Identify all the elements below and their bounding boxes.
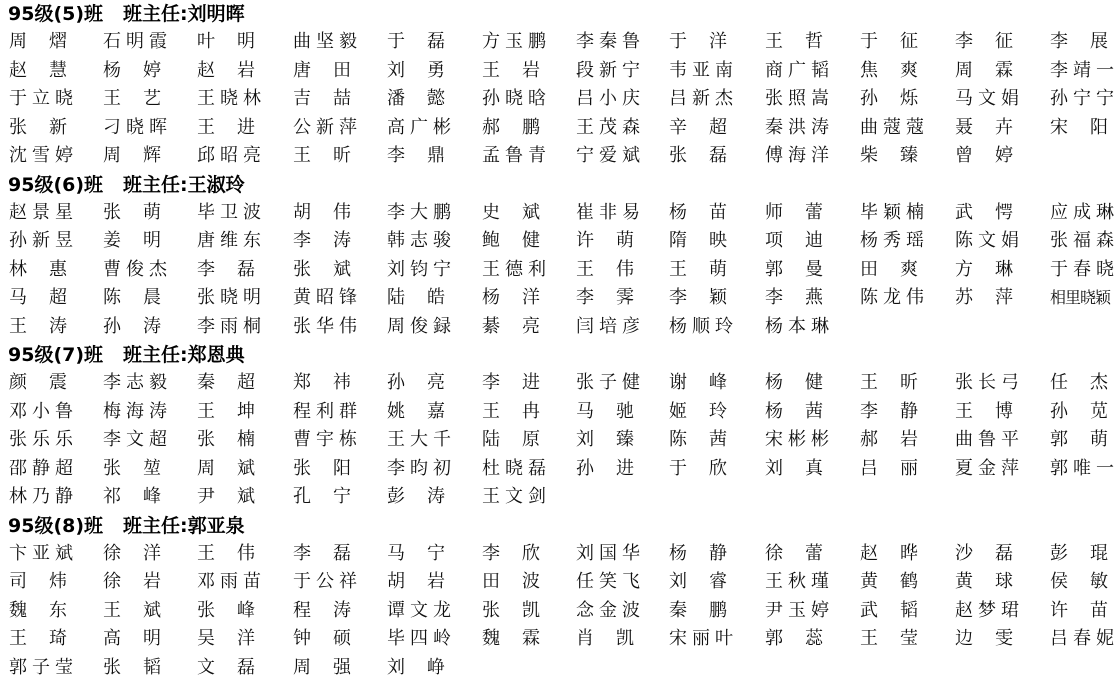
student-name: 秦超: [197, 372, 255, 393]
student-name: 田爽: [860, 258, 918, 280]
name-row: [0, 625, 1120, 654]
student-name: 马超: [9, 287, 67, 308]
student-name: 史斌: [482, 201, 540, 223]
student-name: 黄鹤: [860, 571, 918, 592]
student-name: 夏金萍: [955, 457, 1019, 479]
student-name: 宋丽叶: [669, 628, 733, 649]
student-name: 于欣: [669, 457, 727, 479]
student-name: 公新萍: [293, 116, 357, 138]
student-name: 郑祎: [293, 372, 351, 393]
name-row: [0, 28, 1120, 57]
student-name: 鲍健: [482, 230, 540, 251]
student-name: 李欣: [482, 542, 540, 564]
class-title: 95级(5)班: [8, 3, 104, 25]
student-name: 陈龙伟: [860, 287, 924, 308]
student-name: 陈晨: [103, 287, 161, 308]
class-title: 95级(7)班: [8, 344, 104, 366]
student-name: 杨茜: [765, 400, 823, 422]
student-name: 梅海涛: [103, 400, 167, 422]
student-name: 张新: [9, 116, 67, 138]
student-name: 刘睿: [669, 571, 727, 592]
class-section: [0, 171, 1120, 342]
student-name: 李靖一: [1050, 59, 1114, 81]
student-name: 苏萍: [955, 287, 1013, 308]
student-name: 周斌: [197, 457, 255, 479]
student-name: 张韬: [103, 656, 161, 678]
student-name: 杨苗: [669, 201, 727, 223]
student-name: 赵梦珺: [955, 599, 1019, 621]
student-name: 于公祥: [293, 571, 357, 592]
student-name: 刁晓晖: [103, 116, 167, 138]
student-name: 聂卉: [955, 116, 1013, 138]
student-name: 孙烁: [860, 88, 918, 109]
student-name: 王哲: [765, 31, 823, 52]
name-row: [0, 540, 1120, 569]
student-name: 孙亮: [387, 372, 445, 393]
student-name: 李雨桐: [197, 315, 261, 337]
student-name: 徐岩: [103, 571, 161, 592]
student-name: 郝岩: [860, 429, 918, 450]
class-section: [0, 512, 1120, 683]
student-name: 郭子莹: [9, 656, 73, 678]
name-row: [0, 142, 1120, 171]
student-name: 司炜: [9, 571, 67, 592]
student-name: 王进: [197, 116, 255, 138]
student-name: 李霁: [576, 287, 634, 308]
student-name: 闫培彦: [576, 315, 640, 337]
class-header: [0, 171, 1120, 199]
student-name: 唐维东: [197, 230, 261, 251]
student-name: 曾婷: [955, 145, 1013, 166]
student-name: 张照嵩: [765, 88, 829, 109]
student-name: 马宁: [387, 542, 445, 564]
student-name: 高明: [103, 628, 161, 649]
student-name: 魏霖: [482, 628, 540, 649]
student-name: 吴洋: [197, 628, 255, 649]
student-name: 方琳: [955, 258, 1013, 280]
student-name: 杜晓磊: [482, 457, 546, 479]
student-name: 李展: [1050, 31, 1108, 52]
student-name: 边雯: [955, 628, 1013, 649]
student-name: 魏东: [9, 599, 67, 621]
student-name: 李进: [482, 372, 540, 393]
student-name: 林乃静: [9, 486, 73, 507]
student-name: 叶明: [197, 31, 255, 52]
teacher-label: 班主任:: [123, 514, 188, 537]
student-name: 杨本琳: [765, 315, 829, 337]
student-name: 于洋: [669, 31, 727, 52]
student-name: 林惠: [9, 258, 67, 280]
student-name: 黄球: [955, 571, 1013, 592]
student-name: 唐田: [293, 59, 351, 81]
name-row: [0, 313, 1120, 342]
student-name: 肖凯: [576, 628, 634, 649]
student-name: 赵景星: [9, 201, 73, 223]
student-name: 秦鹏: [669, 599, 727, 621]
student-name: 郭萌: [1050, 429, 1108, 450]
student-name: 谭文龙: [387, 599, 451, 621]
student-name: 王琦: [9, 628, 67, 649]
student-name: 王艺: [103, 88, 161, 109]
name-row: [0, 455, 1120, 484]
student-name: 于磊: [387, 31, 445, 52]
student-name: 潘懿: [387, 88, 445, 109]
student-name: 于春晓: [1050, 258, 1114, 280]
student-name: 程涛: [293, 599, 351, 621]
student-name: 王文剑: [482, 486, 546, 507]
student-name: 綦亮: [482, 315, 540, 337]
student-name: 沙磊: [955, 542, 1013, 564]
name-row: [0, 597, 1120, 626]
student-name: 王伟: [197, 542, 255, 564]
student-name: 郭曼: [765, 258, 823, 280]
student-name: 应成琳: [1050, 201, 1114, 223]
name-row: [0, 568, 1120, 597]
student-name: 师蕾: [765, 201, 823, 223]
student-name: 王伟: [576, 258, 634, 280]
student-name: 胡伟: [293, 201, 351, 223]
student-name: 李鼎: [387, 145, 445, 166]
student-name: 孙苋: [1050, 400, 1108, 422]
student-name: 张子健: [576, 372, 640, 393]
student-name: 刘真: [765, 457, 823, 479]
student-name: 马驰: [576, 400, 634, 422]
student-name: 宋阳: [1050, 116, 1108, 138]
student-name: 刘峥: [387, 656, 445, 678]
student-name: 高广彬: [387, 116, 451, 138]
student-name: 祁峰: [103, 486, 161, 507]
student-name: 李昀初: [387, 457, 451, 479]
student-name: 王坤: [197, 400, 255, 422]
name-row: [0, 398, 1120, 427]
student-name: 曲鲁平: [955, 429, 1019, 450]
student-name: 姜明: [103, 230, 161, 251]
student-name: 张乐乐: [9, 429, 73, 450]
student-name: 胡岩: [387, 571, 445, 592]
name-row: [0, 483, 1120, 512]
teacher-name: 刘明晖: [187, 3, 245, 25]
student-name: 王涛: [9, 315, 67, 337]
name-row: [0, 369, 1120, 398]
student-name: 孟鲁青: [482, 145, 546, 166]
student-name: 张长弓: [955, 372, 1019, 393]
student-name: 邱昭亮: [197, 145, 261, 166]
student-name: 项迪: [765, 230, 823, 251]
name-row: [0, 654, 1120, 683]
student-name: 文磊: [197, 656, 255, 678]
student-name: 宁爱斌: [576, 145, 640, 166]
teacher-label: 班主任:: [123, 173, 188, 196]
student-name: 李秦鲁: [576, 31, 640, 52]
student-name: 王大千: [387, 429, 451, 450]
student-name: 杨顺玲: [669, 315, 733, 337]
name-row: [0, 227, 1120, 256]
student-name: 任笑飞: [576, 571, 640, 592]
student-name: 柴臻: [860, 145, 918, 166]
student-name: 王博: [955, 400, 1013, 422]
student-name: 崔非易: [576, 201, 640, 223]
student-name: 王昕: [860, 372, 918, 393]
student-name: 李磊: [293, 542, 351, 564]
student-name: 彭琨: [1050, 542, 1108, 564]
student-name: 杨健: [765, 372, 823, 393]
student-name: 曹宇栋: [293, 429, 357, 450]
student-name: 孙晓晗: [482, 88, 546, 109]
student-name: 张福森: [1050, 230, 1114, 251]
student-name: 陆皓: [387, 287, 445, 308]
student-name: 邓小鲁: [9, 400, 73, 422]
student-name: 彭涛: [387, 486, 445, 507]
name-row: [0, 57, 1120, 86]
student-name: 杨秀瑶: [860, 230, 924, 251]
student-name: 周俊録: [387, 315, 451, 337]
class-title: 95级(6)班: [8, 173, 104, 196]
student-name: 吕春妮: [1050, 628, 1114, 649]
name-row: [0, 426, 1120, 455]
student-name: 王德利: [482, 258, 546, 280]
student-name: 曹俊杰: [103, 258, 167, 280]
student-name: 谢峰: [669, 372, 727, 393]
student-name: 武愕: [955, 201, 1013, 223]
student-name: 王萌: [669, 258, 727, 280]
student-name: 张萌: [103, 201, 161, 223]
student-name: 李燕: [765, 287, 823, 308]
student-name: 许苗: [1050, 599, 1108, 621]
student-name: 徐蕾: [765, 542, 823, 564]
student-name: 宋彬彬: [765, 429, 829, 450]
student-name: 李志毅: [103, 372, 167, 393]
student-name: 王昕: [293, 145, 351, 166]
student-name: 任杰: [1050, 372, 1108, 393]
student-name: 毕颖楠: [860, 201, 924, 223]
student-name: 田波: [482, 571, 540, 592]
student-name: 李静: [860, 400, 918, 422]
student-name: 孙宁宁: [1050, 88, 1114, 109]
student-name: 刘勇: [387, 59, 445, 81]
student-name: 段新宁: [576, 59, 640, 81]
student-name: 黄昭锋: [293, 287, 357, 308]
student-name: 韩志骏: [387, 230, 451, 251]
student-name: 沈雪婷: [9, 145, 73, 166]
student-name: 吕小庆: [576, 88, 640, 109]
student-name: 马文娟: [955, 88, 1019, 109]
class-section: [0, 341, 1120, 512]
student-name: 李磊: [197, 258, 255, 280]
student-name: 张华伟: [293, 315, 357, 337]
student-name: 颜震: [9, 372, 67, 393]
student-name: 孙进: [576, 457, 634, 479]
student-name: 韦亚南: [669, 59, 733, 81]
student-name: 钟硕: [293, 628, 351, 649]
student-name: 王斌: [103, 599, 161, 621]
class-title: 95级(8)班: [8, 514, 104, 537]
name-row: [0, 114, 1120, 143]
student-name: 侯敏: [1050, 571, 1108, 592]
student-name: 周霖: [955, 59, 1013, 81]
student-name: 相里晓颖: [1050, 288, 1111, 307]
student-name: 刘臻: [576, 429, 634, 450]
student-name: 方玉鹏: [482, 31, 546, 52]
student-name: 吕丽: [860, 457, 918, 479]
student-name: 孙涛: [103, 315, 161, 337]
class-section: [0, 0, 1120, 171]
student-name: 赵岩: [197, 59, 255, 81]
student-name: 卞亚斌: [9, 542, 73, 564]
student-name: 刘国华: [576, 542, 640, 564]
student-name: 张斌: [293, 258, 351, 280]
student-name: 辛超: [669, 116, 727, 138]
class-header: [0, 512, 1120, 540]
student-name: 邓雨苗: [197, 571, 261, 592]
student-name: 王冉: [482, 400, 540, 422]
student-name: 隋映: [669, 230, 727, 251]
student-name: 王茂森: [576, 116, 640, 138]
student-name: 赵晔: [860, 542, 918, 564]
student-name: 孙新昱: [9, 230, 73, 251]
student-name: 曲坚毅: [293, 31, 357, 52]
name-row: [0, 199, 1120, 228]
student-name: 王晓林: [197, 88, 261, 109]
student-name: 吉喆: [293, 88, 351, 109]
student-name: 张晓明: [197, 287, 261, 308]
student-name: 郭唯一: [1050, 457, 1114, 479]
student-name: 李大鹏: [387, 201, 451, 223]
student-name: 王岩: [482, 59, 540, 81]
teacher-label: 班主任:: [123, 344, 188, 366]
student-name: 李涛: [293, 230, 351, 251]
student-name: 张凯: [482, 599, 540, 621]
student-name: 尹斌: [197, 486, 255, 507]
class-header: [0, 0, 1120, 28]
student-name: 李文超: [103, 429, 167, 450]
student-name: 姬玲: [669, 400, 727, 422]
student-name: 姚嘉: [387, 400, 445, 422]
student-name: 杨静: [669, 542, 727, 564]
student-name: 张磊: [669, 145, 727, 166]
student-name: 王秋瑾: [765, 571, 829, 592]
student-name: 石明霞: [103, 31, 167, 52]
student-name: 于征: [860, 31, 918, 52]
student-name: 商广韬: [765, 59, 829, 81]
student-name: 念金波: [576, 599, 640, 621]
name-row: [0, 256, 1120, 285]
student-name: 毕四岭: [387, 628, 451, 649]
student-name: 杨洋: [482, 287, 540, 308]
student-name: 周辉: [103, 145, 161, 166]
class-header: [0, 341, 1120, 369]
student-name: 曲蔻蔻: [860, 116, 924, 138]
student-name: 秦洪涛: [765, 116, 829, 138]
student-name: 武韬: [860, 599, 918, 621]
student-name: 赵慧: [9, 59, 67, 81]
name-row: [0, 85, 1120, 114]
teacher-name: 郑恩典: [187, 344, 245, 366]
student-name: 陈茜: [669, 429, 727, 450]
teacher-label: 班主任:: [123, 3, 188, 25]
student-name: 毕卫波: [197, 201, 261, 223]
teacher-name: 郭亚泉: [187, 514, 245, 537]
student-name: 杨婷: [103, 59, 161, 81]
student-name: 陆原: [482, 429, 540, 450]
student-name: 张峰: [197, 599, 255, 621]
student-name: 尹玉婷: [765, 599, 829, 621]
student-name: 陈文娟: [955, 230, 1019, 251]
student-name: 郭蕊: [765, 628, 823, 649]
student-name: 程利群: [293, 400, 357, 422]
student-name: 张阳: [293, 457, 351, 479]
student-name: 许萌: [576, 230, 634, 251]
student-name: 周强: [293, 656, 351, 678]
student-name: 吕新杰: [669, 88, 733, 109]
student-name: 李颖: [669, 287, 727, 308]
teacher-name: 王淑玲: [187, 173, 245, 196]
student-name: 孔宁: [293, 486, 351, 507]
student-name: 邵静超: [9, 457, 73, 479]
student-name: 刘钧宁: [387, 258, 451, 280]
student-name: 于立晓: [9, 88, 73, 109]
student-name: 王莹: [860, 628, 918, 649]
student-name: 张堃: [103, 457, 161, 479]
student-name: 张楠: [197, 429, 255, 450]
student-name: 李征: [955, 31, 1013, 52]
student-name: 焦爽: [860, 59, 918, 81]
student-name: 周熠: [9, 31, 67, 52]
student-name: 徐洋: [103, 542, 161, 564]
name-row: [0, 284, 1120, 313]
student-name: 郝鹏: [482, 116, 540, 138]
student-name: 傅海洋: [765, 145, 829, 166]
